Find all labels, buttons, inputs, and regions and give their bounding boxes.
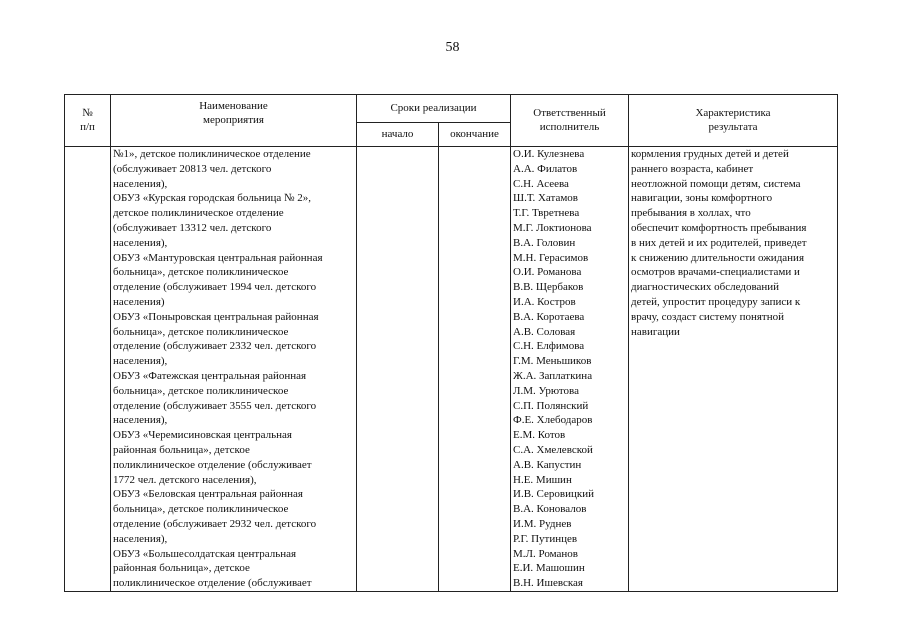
executor-name: Л.М. Урютова [513, 384, 579, 397]
result-text-line: обеспечит комфортность пребывания [631, 221, 807, 234]
executor-name: Ф.Е. Хлебодаров [513, 414, 593, 427]
name-text-line: отделение (обслуживает 1994 чел. детского [113, 281, 317, 294]
name-text-line: поликлиническое отделение (обслуживает [113, 458, 312, 471]
cell-end [439, 147, 511, 592]
result-text-line: в них детей и их родителей, приведет [631, 236, 807, 249]
name-text-line: 1772 чел. детского населения), [113, 473, 257, 486]
result-text-line: навигации, зоны комфортного [631, 192, 773, 205]
executor-name: Н.Е. Мишин [513, 473, 572, 486]
executor-name: О.И. Кулезнева [513, 148, 585, 160]
name-text-line: больница», детское поликлиническое [113, 384, 289, 397]
result-text-line: пребывания в холлах, что [631, 207, 751, 220]
result-text-line: к снижению длительности ожидания [631, 251, 805, 264]
name-text-line: ОБУЗ «Курская городская больница № 2», [113, 192, 312, 205]
name-text-line: ОБУЗ «Поныровская центральная районная [113, 310, 319, 323]
executor-name: И.М. Руднев [513, 517, 572, 530]
header-executor-line2: исполнитель [539, 121, 600, 134]
name-text-line: районная больница», детское [113, 443, 250, 456]
name-text-line: отделение (обслуживает 2932 чел. детского [113, 517, 317, 530]
header-end: окончание [439, 123, 511, 147]
header-name-line1: Наименование [199, 100, 268, 112]
header-num-line1: № [82, 107, 93, 120]
executor-name: В.А. Коновалов [513, 503, 587, 516]
executor-name: Р.Г. Путинцев [513, 532, 578, 545]
name-text-line: детское поликлиническое отделение [113, 207, 284, 220]
name-text-line: населения), [113, 414, 168, 427]
plan-table [64, 94, 838, 592]
executor-name: С.Н. Асеева [513, 177, 569, 190]
executor-name: Т.Г. Твретнева [513, 207, 580, 220]
name-text-line: больница», детское поликлиническое [113, 325, 289, 338]
result-text-line: детей, упростит процедуру записи к [631, 295, 801, 308]
header-name-line2: мероприятия [203, 114, 264, 126]
name-text-line: ОБУЗ «Фатежская центральная районная [113, 369, 307, 382]
result-text-line: осмотров врачами-специалистами и [631, 266, 800, 279]
header-executor [511, 95, 629, 147]
result-text-line: навигации [631, 325, 680, 338]
executor-name: С.П. Полянский [513, 399, 589, 412]
name-text-line: ОБУЗ «Мантуровская центральная районная [113, 251, 323, 264]
executor-name: С.Н. Елфимова [513, 340, 585, 353]
executor-name: Е.И. Машошин [513, 562, 585, 575]
name-text-line: населения), [113, 532, 168, 545]
header-result-line2: результата [708, 121, 758, 134]
executor-name: С.А. Хмелевской [513, 443, 593, 456]
executor-name: А.А. Филатов [513, 162, 578, 175]
executor-name: М.Н. Герасимов [513, 251, 589, 264]
executor-name: В.В. Щербаков [513, 281, 584, 294]
executor-name: М.Л. Романов [513, 547, 578, 560]
name-text-line: отделение (обслуживает 3555 чел. детского [113, 399, 317, 412]
name-text-line: населения) [113, 295, 165, 308]
executor-name: А.В. Капустин [513, 458, 582, 471]
header-result-line1: Характеристика [695, 107, 771, 120]
header-terms: Сроки реализации [357, 95, 511, 123]
executor-name: А.В. Соловая [513, 325, 576, 338]
cell-executors [511, 147, 629, 592]
result-text-line: раннего возраста, кабинет [631, 162, 754, 175]
result-text-line: неотложной помощи детям, система [631, 177, 801, 190]
name-text-line: отделение (обслуживает 2332 чел. детского [113, 340, 317, 353]
result-text-line: врачу, создаст систему понятной [631, 310, 784, 323]
name-text-line: больница», детское поликлиническое [113, 266, 289, 279]
header-num-line2: п/п [80, 121, 95, 134]
page-number: 58 [445, 40, 460, 55]
name-text-line: ОБУЗ «Большесолдатская центральная [113, 547, 297, 560]
cell-num [65, 147, 111, 592]
executor-name: Г.М. Меньшиков [513, 355, 592, 368]
name-text-line: населения), [113, 177, 168, 190]
name-text-line: (обслуживает 13312 чел. детского [113, 221, 272, 234]
header-executor-line1: Ответственный [533, 107, 606, 120]
executor-name: В.А. Головин [513, 236, 576, 249]
result-text-line: диагностических обследований [631, 281, 780, 294]
name-text-line: №1», детское поликлиническое отделение [113, 148, 311, 160]
header-result [629, 95, 838, 147]
executor-name: Е.М. Котов [513, 429, 566, 442]
executor-name: О.И. Романова [513, 266, 582, 279]
executor-name: И.А. Костров [513, 295, 576, 308]
name-text-line: ОБУЗ «Черемисиновская центральная [113, 429, 292, 442]
executor-name: В.А. Коротаева [513, 310, 585, 323]
header-num [65, 95, 111, 147]
executor-name: М.Г. Локтионова [513, 221, 592, 234]
table-row [65, 147, 838, 592]
executor-name: Ш.Т. Хатамов [513, 192, 578, 205]
name-text-line: районная больница», детское [113, 562, 250, 575]
name-text-line: больница», детское поликлиническое [113, 503, 289, 516]
cell-name [111, 147, 357, 592]
header-start: начало [357, 123, 439, 147]
executor-name: В.Н. Ишевская [513, 577, 583, 590]
result-text-line: кормления грудных детей и детей [631, 148, 789, 160]
cell-start [357, 147, 439, 592]
name-text-line: (обслуживает 20813 чел. детского [113, 162, 272, 175]
name-text-line: населения), [113, 236, 168, 249]
name-text-line: населения), [113, 355, 168, 368]
executor-name: Ж.А. Заплаткина [513, 369, 593, 382]
cell-result [629, 147, 838, 592]
name-text-line: поликлиническое отделение (обслуживает [113, 577, 312, 590]
header-name [111, 95, 357, 147]
executor-name: И.В. Серовицкий [513, 488, 594, 501]
name-text-line: ОБУЗ «Беловская центральная районная [113, 488, 303, 501]
